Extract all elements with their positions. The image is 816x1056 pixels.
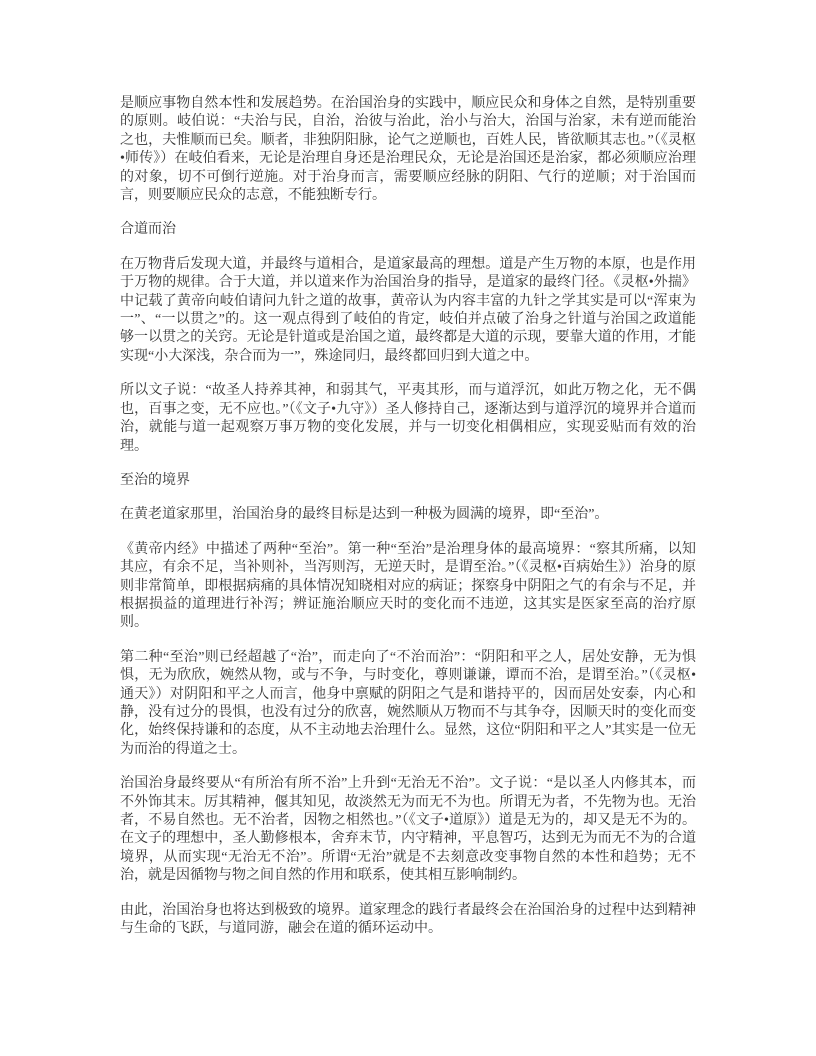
paragraph-first-zhizhi: 《黄帝内经》中描述了两种“至治”。第一种“至治”是治理身体的最高境界：“察其所痛，以知其应，有余不足，当补则补，当泻则泻，无逆天时，是谓至治。”（《灵枢•百病始生》）治身的原则非常简单，即根据病痛的具体情况知晓相对应的病证；探察身中阴阳之气的有余与不足，并根据损益的道理进行补泻；辨证施治顺应天时的变化而不违逆，这其实是医家至高的治疗原则。 — [120, 541, 696, 631]
section-heading-hedao-erzhi: 合道而治 — [120, 222, 176, 238]
paragraph-dadao: 在万物背后发现大道，并最终与道相合，是道家最高的理想。道是产生万物的本原，也是作用于万物的规律。合于大道，并以道来作为治国治身的指导，是道家的最终门径。《灵枢•外揣》中记载了黄帝向岐伯请问九针之道的故事，黄帝认为内容丰富的九针之学其实是可以“浑束为一”、“一以贯之”的。这一观点得到了岐伯的肯定，岐伯并点破了治身之针道与治国之政道能够一以贯之的关窍。无论是针道或是治国之道，最终都是大道的示现，要靠大道的作用，才能实现“小大深浅，杂合而为一”，殊途同归，最终都回归到大道之中。 — [120, 256, 696, 364]
paragraph-second-zhizhi: 第二种“至治”则已经超越了“治”，而走向了“不治而治”：“阴阳和平之人，居处安静，无为惧惧，无为欣欣，婉然从物，或与不争，与时变化，尊则谦谦，谭而不治，是谓至治。”（《灵枢•通天》）对阴阳和平之人而言，他身中禀赋的阴阳之气是和谐持平的，因而居处安泰，内心和静，没有过分的畏惧，也没有过分的欣喜，婉然顺从万物而不与其争夺，因顺天时的变化而变化，始终保持谦和的态度，从不主动地去治理什么。显然，这位“阴阳和平之人”其实是一位无为而治的得道之士。 — [120, 649, 696, 757]
paragraph-conclusion: 由此，治国治身也将达到极致的境界。道家理念的践行者最终会在治国治身的过程中达到精神与生命的飞跃，与道同游，融会在道的循环运动中。 — [120, 902, 696, 937]
paragraph-wuzhi-wubuzhi: 治国治身最终要从“有所治有所不治”上升到“无治无不治”。文子说：“是以圣人内修其本，而不外饰其末。厉其精神，偃其知见，故淡然无为而无不为也。所谓无为者，不先物为也。无治者，不易自然也。无不治者，因物之相然也。”（《文子•道原》）道是无为的，却又是无不为的。在文子的理想中，圣人勤修根本，舍弃末节，内守精神，平息智巧，达到无为而无不为的合道境界，从而实现“无治无不治”。所谓“无治”就是不去刻意改变事物自然的本性和趋势；无不治，就是因循物与物之间自然的作用和联系，使其相互影响制约。 — [120, 776, 696, 884]
paragraph-continuation: 是顺应事物自然本性和发展趋势。在治国治身的实践中，顺应民众和身体之自然，是特别重要的原则。岐伯说：“夫治与民，自治，治彼与治此，治小与治大，治国与治家，未有逆而能治之也，夫惟顺而已矣。顺者，非独阴阳脉，论气之逆顺也，百姓人民，皆欲顺其志也。”（《灵枢•师传》）在岐伯看来，无论是治理自身还是治理民众，无论是治国还是治家，都必须顺应治理的对象，切不可倒行逆施。对于治身而言，需要顺应经脉的阴阳、气行的逆顺；对于治国而言，则要顺应民众的志意，不能独断专行。 — [120, 96, 696, 204]
paragraph-huanglao-goal: 在黄老道家那里，治国治身的最终目标是达到一种极为圆满的境界，即“至治”。 — [120, 507, 609, 523]
section-heading-zhizhi-jingjie: 至治的境界 — [120, 472, 190, 488]
paragraph-wenzi-jiushou: 所以文子说：“故圣人持养其神，和弱其气，平夷其形，而与道浮沉，如此万物之化，无不偶也，百事之变，无不应也。”（《文子•九守》）圣人修持自己，逐渐达到与道浮沉的境界并合道而治，就能与道一起观察万事万物的变化发展，并与一切变化相偶相应，实现妥贴而有效的治理。 — [120, 383, 696, 454]
